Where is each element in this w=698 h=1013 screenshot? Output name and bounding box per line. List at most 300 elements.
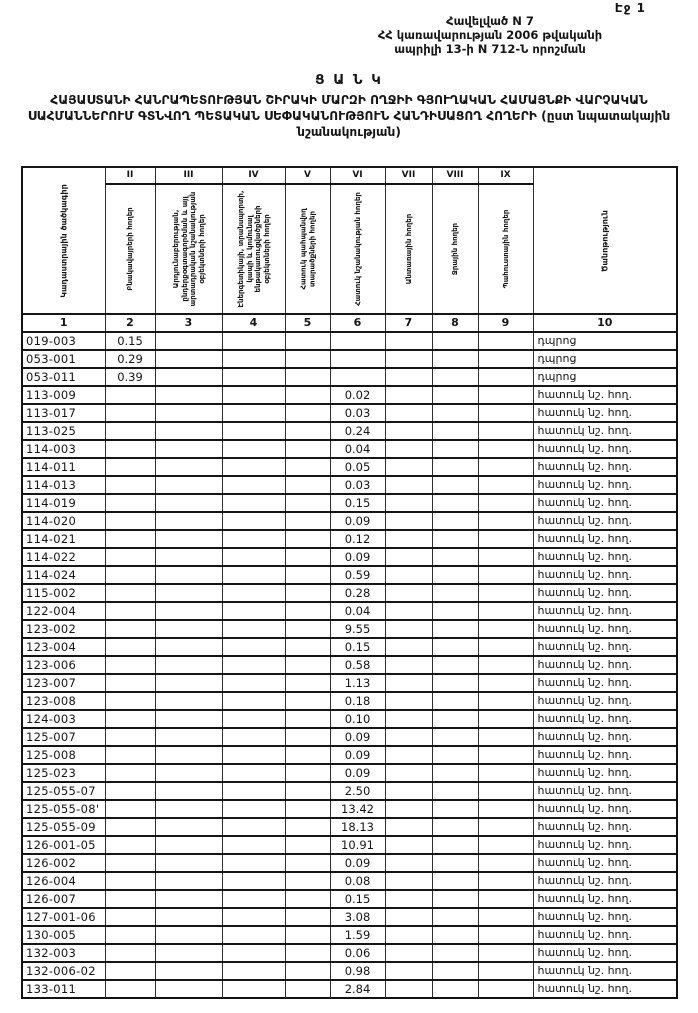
table-row [22, 890, 677, 908]
cell-area-value [385, 638, 432, 656]
cell-area-value [478, 656, 533, 674]
cell-area-value [432, 674, 478, 692]
cell-cadastral-code: 123-002 [22, 620, 105, 638]
cell-area-value [222, 800, 285, 818]
cell-area-value [478, 368, 533, 386]
cell-area-value [432, 782, 478, 800]
cell-cadastral-code: 125-023 [22, 764, 105, 782]
cell-area-value [432, 440, 478, 458]
cell-area-value [432, 494, 478, 512]
cell-note: հատուկ նշ. հող. [533, 854, 677, 872]
cell-area-value [385, 674, 432, 692]
cell-cadastral-code: 114-020 [22, 512, 105, 530]
cell-area-value [105, 836, 155, 854]
cell-area-value [155, 656, 222, 674]
cell-area-value: 10.91 [330, 836, 385, 854]
cell-area-value [155, 674, 222, 692]
column-header-forest-lands: Անտառային հողեր [385, 184, 432, 314]
cell-area-value [105, 530, 155, 548]
cell-area-value [105, 692, 155, 710]
cell-area-value [432, 656, 478, 674]
cell-area-value [478, 980, 533, 998]
cell-area-value: 0.28 [330, 584, 385, 602]
cell-note: հատուկ նշ. հող. [533, 476, 677, 494]
cell-area-value [330, 332, 385, 350]
cell-area-value [432, 638, 478, 656]
document-title: Ց Ա Ն Կ [315, 72, 383, 88]
column-number-7: 7 [385, 314, 432, 332]
cell-area-value [385, 818, 432, 836]
cell-note: հատուկ նշ. հող. [533, 548, 677, 566]
cell-area-value [478, 746, 533, 764]
cell-area-value: 0.09 [330, 728, 385, 746]
cell-area-value: 13.42 [330, 800, 385, 818]
cell-area-value: 0.15 [330, 890, 385, 908]
cell-area-value [385, 800, 432, 818]
cell-area-value [222, 404, 285, 422]
cell-area-value [105, 818, 155, 836]
cell-area-value [155, 476, 222, 494]
cell-area-value [285, 908, 330, 926]
cell-area-value [478, 584, 533, 602]
column-header-note: Ծանոթություն [533, 167, 677, 314]
cell-note: հատուկ նշ. հող. [533, 530, 677, 548]
column-header-industrial-lands: Արդյունաբերության, ընդերքօգտագործման և այլ արտադրական նշանակության օբյեկտների հողեր [155, 184, 222, 314]
cell-area-value [222, 872, 285, 890]
cell-note: հատուկ նշ. հող. [533, 764, 677, 782]
table-row [22, 710, 677, 728]
cell-area-value: 0.02 [330, 386, 385, 404]
page-number: Էջ 1 [614, 1, 646, 15]
cell-area-value [432, 800, 478, 818]
cell-area-value [222, 728, 285, 746]
cell-area-value [478, 872, 533, 890]
cell-area-value [222, 368, 285, 386]
column-number-8: 8 [432, 314, 478, 332]
cell-area-value [478, 458, 533, 476]
table-row [22, 350, 677, 368]
cell-area-value [432, 872, 478, 890]
table-row [22, 836, 677, 854]
cell-area-value [222, 332, 285, 350]
cell-area-value [285, 980, 330, 998]
cell-area-value [285, 422, 330, 440]
cell-area-value [385, 458, 432, 476]
column-number-4: 4 [222, 314, 285, 332]
cell-area-value [285, 332, 330, 350]
cell-area-value [155, 800, 222, 818]
table-row [22, 494, 677, 512]
roman-numeral-row [22, 167, 677, 184]
column-number-row [22, 314, 677, 332]
cell-area-value [385, 782, 432, 800]
cell-area-value: 2.50 [330, 782, 385, 800]
cell-area-value [222, 494, 285, 512]
cell-area-value [385, 404, 432, 422]
cell-area-value [432, 854, 478, 872]
cell-area-value [105, 638, 155, 656]
cell-area-value [105, 386, 155, 404]
cell-area-value [385, 656, 432, 674]
cell-area-value [432, 818, 478, 836]
cell-area-value [478, 764, 533, 782]
roman-numeral-5: V [285, 167, 330, 184]
cell-area-value [478, 476, 533, 494]
cell-area-value [105, 944, 155, 962]
cell-area-value: 0.06 [330, 944, 385, 962]
cell-area-value [105, 494, 155, 512]
cell-area-value [478, 674, 533, 692]
cell-area-value [432, 512, 478, 530]
cell-area-value [432, 890, 478, 908]
cell-area-value [222, 836, 285, 854]
cell-note: հատուկ նշ. հող. [533, 422, 677, 440]
cell-note: հատուկ նշ. հող. [533, 836, 677, 854]
cell-area-value [385, 476, 432, 494]
cell-cadastral-code: 114-019 [22, 494, 105, 512]
cell-area-value [385, 710, 432, 728]
cell-area-value [222, 818, 285, 836]
cell-area-value [155, 458, 222, 476]
cell-area-value [385, 962, 432, 980]
cell-cadastral-code: 114-024 [22, 566, 105, 584]
cell-area-value [105, 476, 155, 494]
cell-area-value [222, 854, 285, 872]
cell-area-value [478, 530, 533, 548]
cell-area-value [222, 674, 285, 692]
cell-area-value: 0.03 [330, 476, 385, 494]
roman-numeral-4: IV [222, 167, 285, 184]
roman-numeral-3: III [155, 167, 222, 184]
cell-area-value [105, 926, 155, 944]
cell-note: հատուկ նշ. հող. [533, 404, 677, 422]
cell-area-value [155, 548, 222, 566]
table-row [22, 566, 677, 584]
cell-area-value [478, 692, 533, 710]
table-row [22, 602, 677, 620]
cell-area-value [432, 980, 478, 998]
cell-area-value: 0.15 [105, 332, 155, 350]
column-header-infrastructure-lands: Էներգետիկայի, տրանսպորտի, կապի և կոմունալ ենթակառուցվածքների օբյեկտների հողեր [222, 184, 285, 314]
cell-area-value [478, 422, 533, 440]
cell-note: հատուկ նշ. հող. [533, 908, 677, 926]
cell-area-value [432, 746, 478, 764]
table-row [22, 944, 677, 962]
cell-area-value [222, 422, 285, 440]
cell-area-value [222, 476, 285, 494]
cell-cadastral-code: 125-055-09 [22, 818, 105, 836]
cell-area-value [285, 728, 330, 746]
cell-area-value [285, 494, 330, 512]
column-number-9: 9 [478, 314, 533, 332]
cell-area-value [478, 926, 533, 944]
table-row [22, 908, 677, 926]
cell-area-value [155, 890, 222, 908]
cell-area-value [385, 548, 432, 566]
table-row [22, 674, 677, 692]
cell-area-value [432, 728, 478, 746]
cell-area-value [285, 692, 330, 710]
cell-area-value [155, 764, 222, 782]
appendix-line-3: ապրիլի 13-ի N 712-Ն որոշման [394, 42, 586, 56]
cell-note: հատուկ նշ. հող. [533, 962, 677, 980]
cell-area-value [385, 332, 432, 350]
cell-area-value [385, 872, 432, 890]
cell-area-value [285, 944, 330, 962]
cell-cadastral-code: 113-025 [22, 422, 105, 440]
cell-area-value [105, 908, 155, 926]
cell-note: դպրոց [533, 368, 677, 386]
cell-area-value [222, 746, 285, 764]
cell-note: դպրոց [533, 332, 677, 350]
cell-area-value [285, 854, 330, 872]
cell-area-value: 18.13 [330, 818, 385, 836]
cell-area-value [432, 368, 478, 386]
cell-area-value [478, 710, 533, 728]
roman-numeral-6: VI [330, 167, 385, 184]
cell-note: հատուկ նշ. հող. [533, 584, 677, 602]
cell-area-value [105, 584, 155, 602]
cell-note: հատուկ նշ. հող. [533, 944, 677, 962]
cell-area-value [478, 818, 533, 836]
column-header-residential-lands: Բնակավայրերի հողեր [105, 184, 155, 314]
cell-cadastral-code: 125-055-08' [22, 800, 105, 818]
cell-area-value [155, 602, 222, 620]
cell-area-value [105, 854, 155, 872]
cell-area-value [222, 782, 285, 800]
cell-area-value [385, 836, 432, 854]
cell-area-value [478, 854, 533, 872]
column-header-reserve-lands: Պահուստային հողեր [478, 184, 533, 314]
cell-cadastral-code: 126-004 [22, 872, 105, 890]
appendix-line-1: Հավելված N 7 [446, 14, 534, 28]
cell-area-value [432, 332, 478, 350]
cell-area-value [385, 926, 432, 944]
cell-area-value [385, 350, 432, 368]
cell-note: հատուկ նշ. հող. [533, 674, 677, 692]
table-row [22, 764, 677, 782]
cell-area-value [385, 980, 432, 998]
cell-note: հատուկ նշ. հող. [533, 458, 677, 476]
cell-area-value: 0.39 [105, 368, 155, 386]
cell-area-value [285, 638, 330, 656]
cell-area-value [222, 350, 285, 368]
cell-cadastral-code: 115-002 [22, 584, 105, 602]
table-row [22, 422, 677, 440]
cell-area-value [222, 764, 285, 782]
cell-note: հատուկ նշ. հող. [533, 980, 677, 998]
roman-numeral-9: IX [478, 167, 533, 184]
cell-note: հատուկ նշ. հող. [533, 638, 677, 656]
cell-note: հատուկ նշ. հող. [533, 494, 677, 512]
cell-area-value [478, 908, 533, 926]
table-row [22, 512, 677, 530]
cell-area-value [105, 566, 155, 584]
cell-area-value [105, 782, 155, 800]
column-header-special-purpose-lands: Հատուկ նշանակության հողեր [330, 184, 385, 314]
cell-note: հատուկ նշ. հող. [533, 872, 677, 890]
cell-area-value [155, 386, 222, 404]
cell-note: հատուկ նշ. հող. [533, 620, 677, 638]
cell-area-value [478, 566, 533, 584]
cell-area-value [478, 512, 533, 530]
cell-area-value [155, 746, 222, 764]
cell-area-value [155, 818, 222, 836]
cell-area-value [285, 656, 330, 674]
cell-area-value [478, 602, 533, 620]
table-header [22, 167, 677, 332]
cell-area-value [105, 458, 155, 476]
cell-area-value [385, 530, 432, 548]
cell-note: հատուկ նշ. հող. [533, 728, 677, 746]
table-row [22, 782, 677, 800]
cell-area-value [432, 764, 478, 782]
cell-area-value [478, 350, 533, 368]
cell-area-value [432, 620, 478, 638]
cell-area-value [105, 800, 155, 818]
cell-area-value [155, 404, 222, 422]
cell-area-value [155, 944, 222, 962]
cell-area-value [222, 566, 285, 584]
cell-note: հատուկ նշ. հող. [533, 512, 677, 530]
cell-area-value [155, 908, 222, 926]
cell-area-value [155, 332, 222, 350]
cell-area-value: 0.05 [330, 458, 385, 476]
table-row [22, 584, 677, 602]
cell-area-value [105, 674, 155, 692]
roman-numeral-2: II [105, 167, 155, 184]
table-row [22, 620, 677, 638]
table-row [22, 476, 677, 494]
cell-area-value: 0.09 [330, 854, 385, 872]
cell-area-value: 0.03 [330, 404, 385, 422]
cell-area-value: 0.09 [330, 746, 385, 764]
cell-area-value [105, 980, 155, 998]
cell-area-value [285, 800, 330, 818]
column-number-6: 6 [330, 314, 385, 332]
cell-cadastral-code: 126-001-05 [22, 836, 105, 854]
cell-area-value [105, 710, 155, 728]
cell-area-value [222, 710, 285, 728]
cell-area-value [155, 584, 222, 602]
cell-area-value [285, 566, 330, 584]
cell-area-value: 3.08 [330, 908, 385, 926]
cell-area-value [155, 836, 222, 854]
cell-cadastral-code: 123-008 [22, 692, 105, 710]
cell-area-value [432, 530, 478, 548]
cell-area-value [155, 566, 222, 584]
cell-area-value [432, 548, 478, 566]
cell-area-value [105, 746, 155, 764]
cell-area-value [478, 836, 533, 854]
roman-numeral-7: VII [385, 167, 432, 184]
cell-area-value [285, 476, 330, 494]
cell-area-value [432, 422, 478, 440]
table-row [22, 746, 677, 764]
cell-area-value [105, 404, 155, 422]
table-row [22, 386, 677, 404]
column-number-1: 1 [22, 314, 105, 332]
table-row [22, 926, 677, 944]
table-row [22, 854, 677, 872]
cell-area-value: 1.13 [330, 674, 385, 692]
table-row [22, 368, 677, 386]
cell-area-value: 1.59 [330, 926, 385, 944]
cell-area-value [222, 638, 285, 656]
cell-area-value [432, 458, 478, 476]
cell-cadastral-code: 125-055-07 [22, 782, 105, 800]
cell-cadastral-code: 053-001 [22, 350, 105, 368]
cell-area-value [385, 566, 432, 584]
cell-area-value [285, 584, 330, 602]
appendix-line-2: ՀՀ կառավարության 2006 թվականի [377, 28, 603, 42]
cell-area-value [330, 368, 385, 386]
cell-area-value [285, 926, 330, 944]
table-row [22, 818, 677, 836]
cell-area-value [285, 674, 330, 692]
cell-area-value [105, 440, 155, 458]
table-row [22, 692, 677, 710]
cell-area-value: 0.18 [330, 692, 385, 710]
cell-cadastral-code: 114-011 [22, 458, 105, 476]
cell-area-value: 0.24 [330, 422, 385, 440]
document-subtitle: ՀԱՅԱՍՏԱՆԻ ՀԱՆՐԱՊԵՏՈՒԹՅԱՆ ՇԻՐԱԿԻ ՄԱՐԶԻ ՈՂՋԻԻ ԳՅՈՒՂԱԿԱՆ ՀԱՄԱՅՆՔԻ ՎԱՐՉԱԿԱՆ ՍԱՀՄԱՆՆԵՐՈՒՄ ԳՏՆՎՈՂ ՊԵՏԱԿԱՆ ՍԵՓԱԿԱՆՈՒԹՅՈՒՆ ՀԱՆԴԻՍԱՑՈՂ ՀՈՂԵՐԻ (ըստ նպատակային նշանակության) [27, 93, 671, 139]
cell-area-value [432, 386, 478, 404]
cell-area-value [385, 692, 432, 710]
cell-area-value [432, 836, 478, 854]
cell-area-value [155, 926, 222, 944]
cell-cadastral-code: 132-003 [22, 944, 105, 962]
cell-area-value [222, 602, 285, 620]
cell-note: դպրոց [533, 350, 677, 368]
cell-area-value: 9.55 [330, 620, 385, 638]
cell-cadastral-code: 127-001-06 [22, 908, 105, 926]
appendix-reference [300, 14, 680, 56]
cell-note: հատուկ նշ. հող. [533, 926, 677, 944]
cell-area-value [155, 440, 222, 458]
cell-area-value [432, 476, 478, 494]
cell-area-value [285, 836, 330, 854]
table-row [22, 872, 677, 890]
cell-area-value: 0.29 [105, 350, 155, 368]
cell-area-value [478, 800, 533, 818]
cell-area-value: 0.12 [330, 530, 385, 548]
cell-area-value [285, 548, 330, 566]
cell-area-value [105, 890, 155, 908]
cell-note: հատուկ նշ. հող. [533, 440, 677, 458]
cell-cadastral-code: 123-004 [22, 638, 105, 656]
cell-area-value [155, 494, 222, 512]
cell-area-value [432, 404, 478, 422]
column-number-10: 10 [533, 314, 677, 332]
cell-area-value [105, 602, 155, 620]
cell-area-value [222, 512, 285, 530]
cell-note: հատուկ նշ. հող. [533, 710, 677, 728]
cell-area-value [155, 368, 222, 386]
cell-area-value [285, 818, 330, 836]
cell-area-value [155, 638, 222, 656]
cell-area-value: 0.09 [330, 512, 385, 530]
cell-area-value: 0.09 [330, 548, 385, 566]
cell-area-value [478, 494, 533, 512]
cell-area-value [155, 512, 222, 530]
cell-area-value [432, 908, 478, 926]
cell-area-value [478, 404, 533, 422]
cell-cadastral-code: 114-013 [22, 476, 105, 494]
cell-area-value [105, 512, 155, 530]
cell-area-value [285, 404, 330, 422]
table-row [22, 728, 677, 746]
